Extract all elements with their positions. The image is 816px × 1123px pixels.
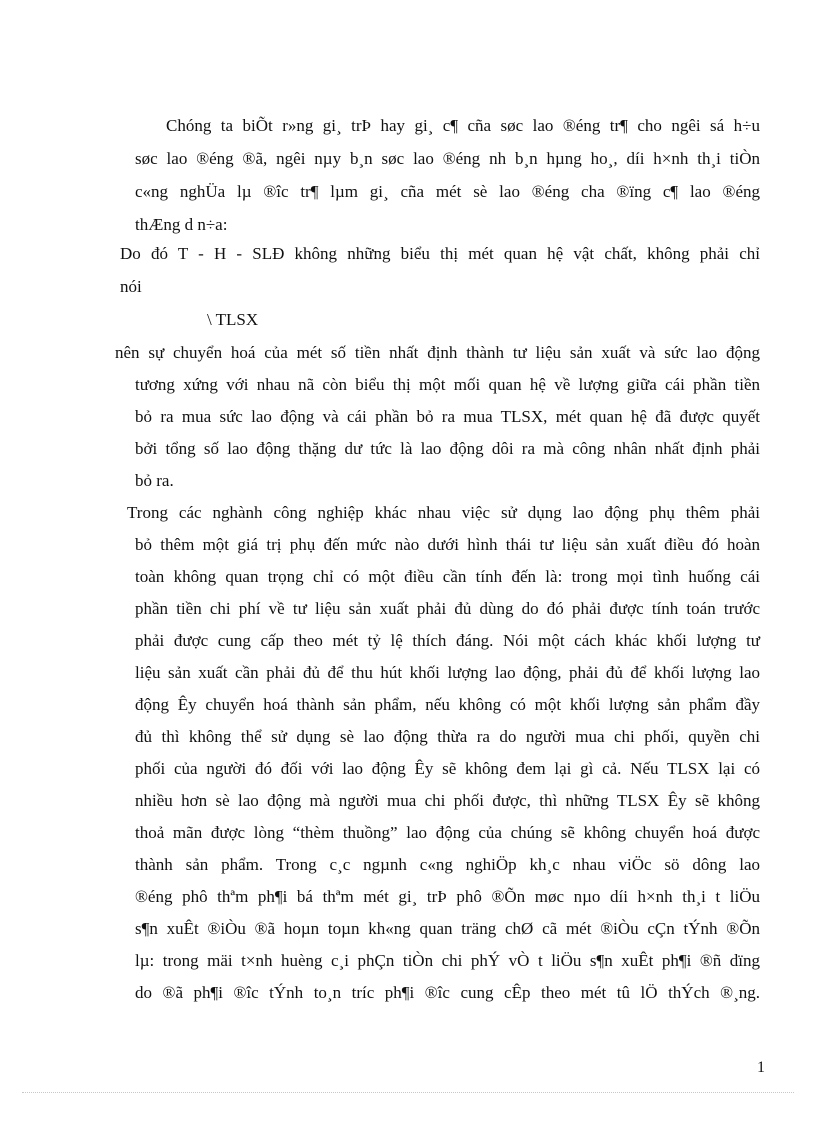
text-line: thoả mãn được lòng “thèm thuồng” lao động của chúng sẽ không chuyển hoá được xyxy=(135,823,760,842)
text-line: Trong các nghành công nghiệp khác nhau việc sử dụng lao động phụ thêm phải xyxy=(127,503,760,522)
text-line: thành sản phẩm. Trong c¸c ngµnh c«ng nghiÖp kh¸c nhau viÖc sö dông lao xyxy=(135,855,760,874)
page-bottom-divider xyxy=(22,1092,794,1093)
text-line: động Êy chuyển hoá thành sản phẩm, nếu không có một khối lượng sản phẩm đầy xyxy=(135,695,760,714)
text-line: s¶n xuÊt ®iÒu ®ã hoµn toµn kh«ng quan träng chØ cã mét ®iÒu cÇn tÝnh ®Õn xyxy=(135,919,760,938)
text-line: toàn không quan trọng chỉ có một điều cần tính đến là: trong mọi tình huống cái xyxy=(135,567,760,586)
text-line: bỏ ra mua sức lao động và cái phần bỏ ra mua TLSX, mét quan hệ đã được quyết xyxy=(135,407,760,426)
text-line: nên sự chuyển hoá của mét số tiền nhất định thành tư liệu sản xuất và sức lao động xyxy=(115,343,760,362)
text-line: do ®ã ph¶i ®îc tÝnh to¸n tríc ph¶i ®îc cung cÊp theo mét tû lÖ thÝch ®¸ng. xyxy=(135,983,760,1002)
page-number: 1 xyxy=(757,1059,765,1076)
text-line: phần tiền chi phí về tư liệu sản xuất phải đủ dùng do đó phải được tính toán trước xyxy=(135,599,760,618)
text-line: c«ng nghÜa lµ ®îc tr¶ lµm gi¸ cña mét sè lao ®éng cha ®ïng c¶ lao ®éng xyxy=(135,182,760,201)
text-line: Chóng ta biÕt r»ng gi¸ trÞ hay gi¸ c¶ cña søc lao ®éng tr¶ cho ngêi sá h÷u xyxy=(166,116,760,135)
text-line: Do đó T - H - SLĐ không những biểu thị mét quan hệ vật chất, không phải chỉ xyxy=(120,244,760,263)
text-line: søc lao ®éng ®ã, ngêi nµy b¸n søc lao ®éng nh b¸n hµng ho¸, díi h×nh th¸i tiÒn xyxy=(135,149,760,168)
text-line: đủ thì không thể sử dụng sè lao động thừa ra do người mua chi phối, quyền chi xyxy=(135,727,760,746)
text-line: phải được cung cấp theo mét tỷ lệ thích đáng. Nói một cách khác khối lượng tư xyxy=(135,631,760,650)
text-line: phối của người đó đối với lao động Êy sẽ không đem lại gì cả. Nếu TLSX lại có xyxy=(135,759,760,778)
text-line: thÆng d n÷a: xyxy=(135,215,228,234)
text-line: bỏ ra. xyxy=(135,471,174,490)
text-line: nói xyxy=(120,277,142,296)
text-line: liệu sản xuất cần phải đủ để thu hút khối lượng lao động, phải đủ để khối lượng lao xyxy=(135,663,760,682)
text-line: \ TLSX xyxy=(207,310,259,329)
text-line: lµ: trong mäi t×nh huèng c¸i phÇn tiÒn chi phÝ vÒ t liÖu s¶n xuÊt ph¶i ®ñ dïng xyxy=(135,951,760,970)
text-line: bỏ thêm một giá trị phụ đến mức nào dưới hình thái tư liệu sản xuất điều đó hoàn xyxy=(135,535,760,554)
text-line: bởi tổng số lao động thặng dư tức là lao động dôi ra mà công nhân nhất định phải xyxy=(135,439,760,458)
text-line: nhiều hơn sè lao động mà người mua chi phối được, thì những TLSX Êy sẽ không xyxy=(135,791,760,810)
text-line: tương xứng với nhau nã còn biểu thị một mối quan hệ về lượng giữa cái phần tiền xyxy=(135,375,760,394)
text-line: ®éng phô thªm ph¶i bá thªm mét gi¸ trÞ phô ®Õn møc nµo díi h×nh th¸i t liÖu xyxy=(135,887,760,906)
